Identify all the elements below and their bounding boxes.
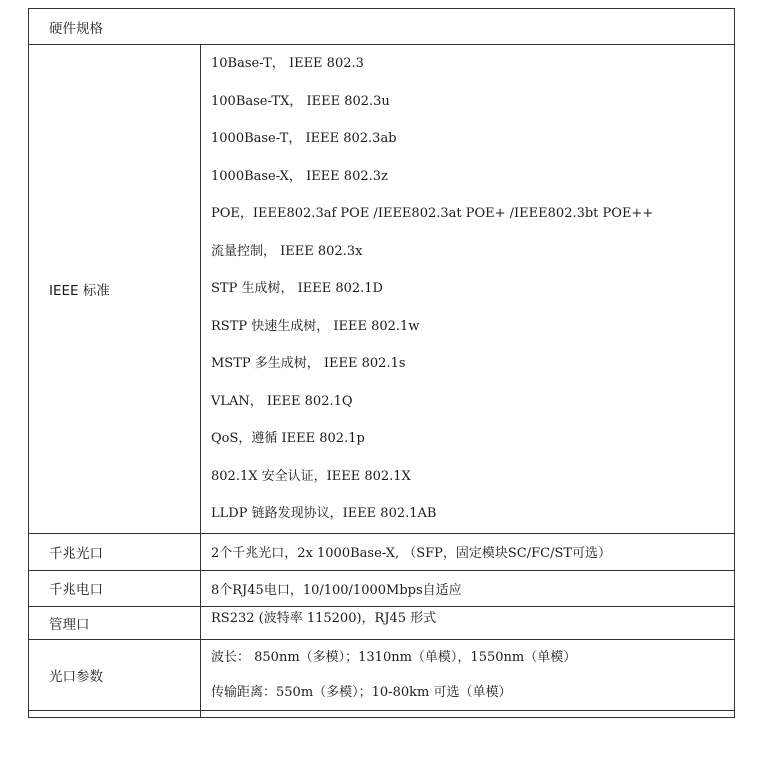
continuation-cell bbox=[29, 710, 201, 717]
table-row bbox=[29, 606, 735, 639]
table-row bbox=[29, 570, 735, 606]
table-row bbox=[29, 45, 735, 534]
row-label-optical-ports: 千兆光口 bbox=[29, 533, 201, 570]
table-continuation-row bbox=[29, 710, 735, 717]
table-row bbox=[29, 639, 735, 710]
table-header-row bbox=[29, 9, 735, 45]
ieee-standard-item: POE，IEEE802.3af POE /IEEE802.3at POE+ /IEEE802.3bt POE++ bbox=[211, 206, 654, 221]
optical-params-cell bbox=[201, 639, 735, 710]
row-label-management: 管理口 bbox=[29, 606, 201, 639]
ieee-standard-item: RSTP 快速生成树， IEEE 802.1w bbox=[211, 318, 420, 334]
continuation-cell bbox=[201, 710, 735, 717]
ieee-standard-item: STP 生成树， IEEE 802.1D bbox=[211, 281, 383, 296]
optical-param-item: 传输距离：550m（多模）；10-80km 可选（单模） bbox=[211, 684, 512, 700]
row-label-electrical-ports: 千兆电口 bbox=[29, 570, 201, 606]
table-title: 硬件规格 bbox=[29, 9, 735, 45]
electrical-ports-value: 8个RJ45电口，10/100/1000Mbps自适应 bbox=[201, 570, 735, 606]
ieee-standards-cell bbox=[201, 45, 735, 534]
ieee-standard-item: QoS，遵循 IEEE 802.1p bbox=[211, 431, 365, 446]
management-value: RS232 (波特率 115200)，RJ45 形式 bbox=[201, 606, 735, 639]
ieee-standard-item: 1000Base-X， IEEE 802.3z bbox=[211, 168, 388, 184]
table-row bbox=[29, 533, 735, 570]
row-label-ieee: IEEE 标准 bbox=[29, 45, 201, 534]
ieee-standard-item: MSTP 多生成树， IEEE 802.1s bbox=[211, 356, 406, 371]
ieee-standard-item: 1000Base-T， IEEE 802.3ab bbox=[211, 131, 397, 146]
optical-param-item: 波长： 850nm（多模）；1310nm（单模），1550nm（单模） bbox=[211, 649, 577, 665]
hardware-spec-table bbox=[28, 8, 735, 718]
ieee-standard-item: 100Base-TX， IEEE 802.3u bbox=[211, 93, 390, 109]
ieee-standard-item: 802.1X 安全认证，IEEE 802.1X bbox=[211, 468, 411, 484]
ieee-standard-item: 流量控制， IEEE 802.3x bbox=[211, 243, 363, 259]
optical-ports-value: 2个千兆光口，2x 1000Base-X, （SFP，固定模块SC/FC/ST可选） bbox=[201, 533, 735, 570]
ieee-standard-item: LLDP 链路发现协议，IEEE 802.1AB bbox=[211, 506, 437, 521]
ieee-standard-item: VLAN， IEEE 802.1Q bbox=[211, 393, 353, 409]
row-label-optical-params: 光口参数 bbox=[29, 639, 201, 710]
ieee-standard-item: 10Base-T， IEEE 802.3 bbox=[211, 56, 364, 71]
